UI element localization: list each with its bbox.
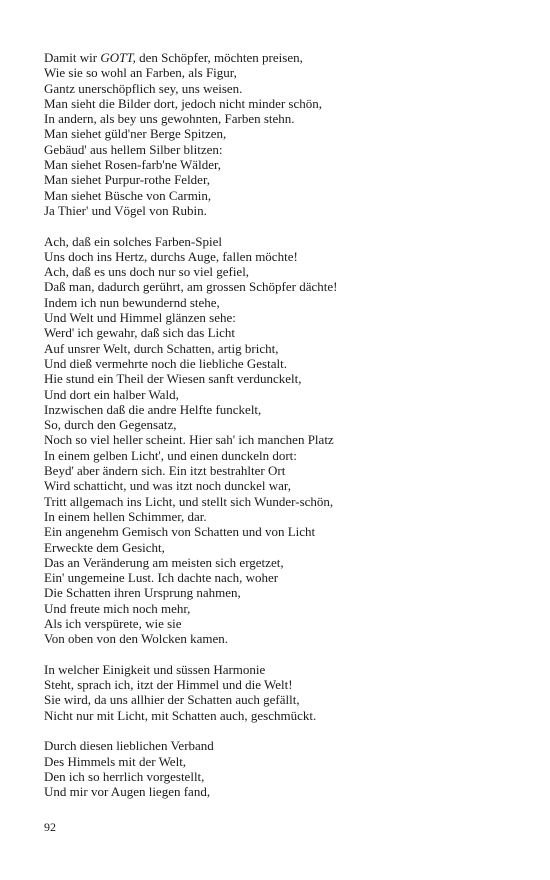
poem-line: Und dort ein halber Wald,: [44, 386, 179, 402]
poem-page: [44, 50, 524, 815]
stanza: [44, 50, 524, 218]
poem-line: Und freute mich noch mehr,: [44, 600, 191, 616]
stanza: [44, 662, 524, 723]
poem-line: Erweckte dem Gesicht,: [44, 539, 165, 555]
poem-line: Ach, daß ein solches Farben-Spiel: [44, 233, 222, 249]
poem-line: Den ich so herrlich vorgestellt,: [44, 768, 205, 784]
poem-line: Durch diesen lieblichen Verband: [44, 738, 214, 754]
poem-line: Nicht nur mit Licht, mit Schatten auch, geschmückt.: [44, 707, 317, 723]
poem-line: Wird schatticht, und was itzt noch dunckel war,: [44, 478, 291, 494]
poem-line: Uns doch ins Hertz, durchs Auge, fallen möchte!: [44, 248, 298, 264]
poem-line: Und dieß vermehrte noch die liebliche Gestalt.: [44, 355, 287, 371]
poem-line: So, durch den Gegensatz,: [44, 417, 177, 433]
poem-line: Wie sie so wohl an Farben, als Figur,: [44, 65, 237, 81]
poem-line: Ein angenehm Gemisch von Schatten und von Licht: [44, 524, 316, 540]
poem-line: Man siehet Purpur-rothe Felder,: [44, 172, 211, 188]
poem-line: Ach, daß es uns doch nur so viel gefiel,: [44, 264, 250, 280]
poem-text: [44, 50, 524, 800]
poem-line: Daß man, dadurch gerührt, am grossen Schöpfer dächte!: [44, 279, 338, 295]
poem-line: Und mir vor Augen liegen fand,: [44, 784, 211, 800]
poem-line: Werd' ich gewahr, daß sich das Licht: [44, 325, 236, 341]
poem-line: Inzwischen daß die andre Helfte funckelt,: [44, 401, 262, 417]
poem-line: In welcher Einigkeit und süssen Harmonie: [44, 661, 266, 677]
poem-line: Von oben von den Wolcken kamen.: [44, 631, 229, 647]
poem-line: Die Schatten ihren Ursprung nahmen,: [44, 585, 241, 601]
poem-line: Man siehet güld'ner Berge Spitzen,: [44, 126, 227, 142]
poem-line: Gantz unerschöpflich sey, uns weisen.: [44, 80, 243, 96]
poem-line: Das an Veränderung am meisten sich ergetzet,: [44, 554, 284, 570]
poem-line: Hie stund ein Theil der Wiesen sanft verdunckelt,: [44, 371, 302, 387]
page-number: 92: [44, 820, 56, 834]
stanza: [44, 738, 524, 799]
stanza: [44, 234, 524, 647]
poem-line: Noch so viel heller scheint. Hier sah' ich manchen Platz: [44, 432, 334, 448]
italic-emphasis: GOTT,: [100, 50, 136, 65]
poem-line: Steht, sprach ich, itzt der Himmel und die Welt!: [44, 677, 293, 693]
poem-line: Und Welt und Himmel glänzen sehe:: [44, 310, 236, 326]
poem-line: Als ich verspürete, wie sie: [44, 615, 182, 631]
poem-line: Ein' ungemeine Lust. Ich dachte nach, woher: [44, 570, 279, 586]
poem-line: In einem hellen Schimmer, dar.: [44, 508, 207, 524]
poem-line: Damit wir GOTT, den Schöpfer, möchten preisen,: [44, 50, 303, 65]
poem-line: Tritt allgemach ins Licht, und stellt sich Wunder-schön,: [44, 493, 334, 509]
poem-line: Man sieht die Bilder dort, jedoch nicht minder schön,: [44, 95, 322, 111]
poem-line: Man siehet Rosen-farb'ne Wälder,: [44, 157, 222, 173]
poem-line: Beyd' aber ändern sich. Ein itzt bestrahlter Ort: [44, 463, 286, 479]
poem-line: Man siehet Büsche von Carmin,: [44, 187, 212, 203]
poem-line: Sie wird, da uns allhier der Schatten auch gefällt,: [44, 692, 300, 708]
poem-line: In einem gelben Licht', und einen dunckeln dort:: [44, 447, 297, 463]
poem-line: Ja Thier' und Vögel von Rubin.: [44, 202, 207, 218]
poem-line: Des Himmels mit der Welt,: [44, 753, 187, 769]
poem-line: Auf unsrer Welt, durch Schatten, artig bricht,: [44, 340, 279, 356]
poem-line: In andern, als bey uns gewohnten, Farben stehn.: [44, 111, 295, 127]
poem-line: Indem ich nun bewundernd stehe,: [44, 294, 220, 310]
poem-line: Gebäud' aus hellem Silber blitzen:: [44, 141, 223, 157]
